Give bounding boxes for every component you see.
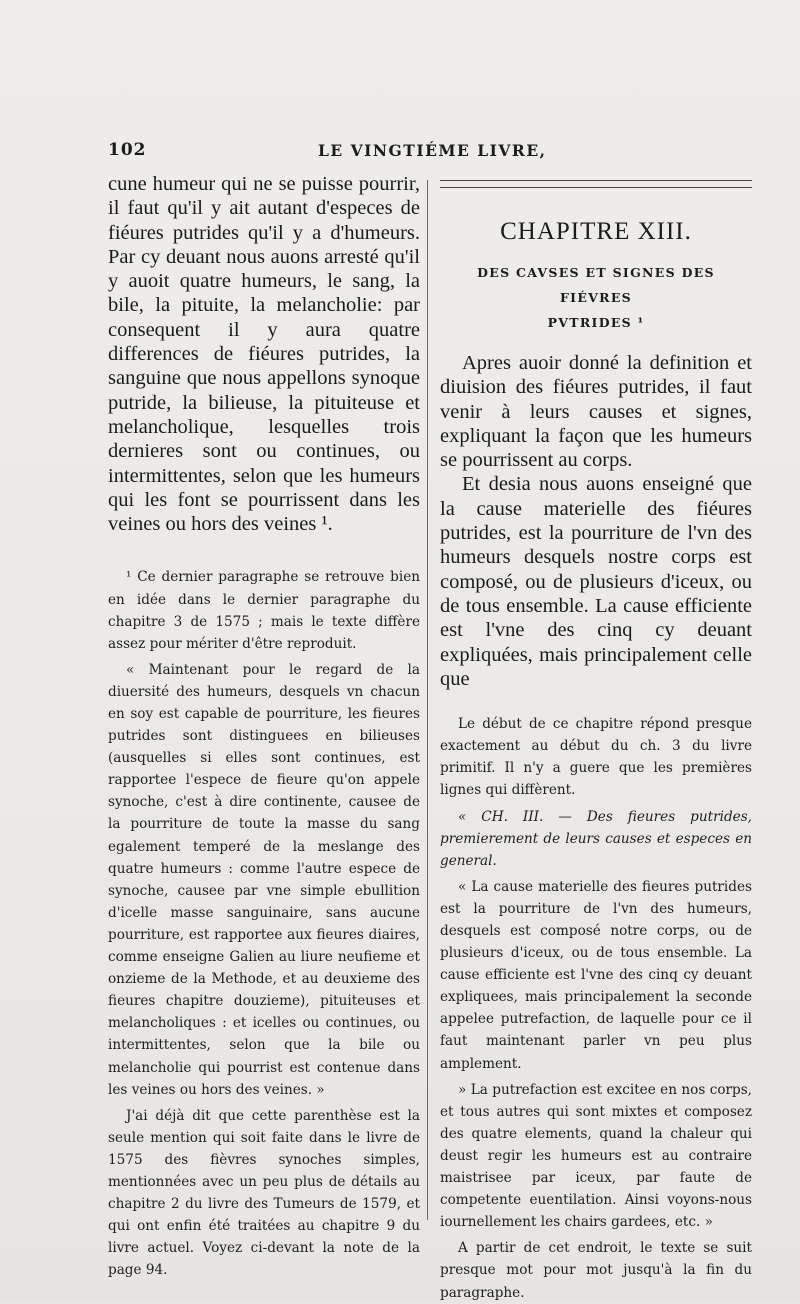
left-body-text: [108, 172, 420, 536]
left-column: [108, 172, 420, 1281]
closing-note: A partir de cet endroit, le texte se suit presque mot pour mot jusqu'à la fin du paragraphe.: [440, 1240, 752, 1301]
chapter-rule: [440, 180, 752, 188]
left-notes: [108, 566, 420, 1281]
left-body-paragraph: cune humeur qui ne se puisse pourrir, il faut qu'il y ait autant d'especes de fiéures putrides qu'il y a d'humeurs. Par cy deuant nous auons arresté qu'il y auoit quatre humeurs, le sang, la bile, la pituite, la melancholie: par consequent il y aura quatre differences de fiéures putrides, la sanguine que nous appellons synoque putride, la bilieuse, la pituiteuse et melancholique, lesquelles trois dernieres sont ou continues, ou intermittentes, selon que les humeurs qui les font se pourrissent dans les veines ou hors des veines ¹.: [108, 173, 420, 536]
right-body-paragraph-2: Et desia nous auons enseigné que la cause materielle des fiéures putrides, est la pourriture de l'vn des humeurs desquels nostre corps est composé, ou de plusieurs d'iceux, ou de tous ensemble. La cause efficiente est l'vne des cinq cy deuant expliquées, mais principalement celle que: [440, 473, 752, 690]
running-header: [108, 140, 758, 170]
right-body-paragraph-1: Apres auoir donné la definition et diuision des fiéures putrides, il faut venir à leurs causes et signes, expliquant la façon que les humeurs se pourrissent au corps.: [440, 352, 752, 472]
chapter-subtitle-line2: PVTRIDES ¹: [547, 315, 645, 330]
footnote-chapter: Le début de ce chapitre répond presque exactement au début du ch. 3 du livre primitif. Il n'y a guere que les premières lignes qui diffèrent.: [440, 716, 752, 799]
editor-note: J'ai déjà dit que cette parenthèse est la seule mention qui soit faite dans le livre de 1575 des fièvres synoches simples, mentionnées avec un peu plus de détails au chapitre 2 du livre des Tumeurs de 1579, et qui ont enfin été traitées au chapitre 9 du livre actuel. Voyez ci-devant la note de la page 94.: [108, 1107, 420, 1279]
chapter-subtitle-line1: DES CAVSES ET SIGNES DES FIÉVRES: [477, 265, 715, 305]
footnote-1: ¹ Ce dernier paragraphe se retrouve bien en idée dans le dernier paragraphe du chapitre 3 de 1575 ; mais le texte diffère assez pour mériter d'être reproduit.: [108, 569, 420, 652]
running-title: LE VINGTIÉME LIVRE,: [318, 141, 547, 160]
right-notes: [440, 713, 752, 1303]
chapter-title: CHAPITRE XIII.: [500, 218, 692, 245]
original-text-2: » La putrefaction est excitee en nos corps, et tous autres qui sont mixtes et composez des quatre elements, quand la chaleur qui deust regir les humeurs est au contraire maistrisee par iceux, par faute de competente euentilation. Ainsi voyons-nous iournellement les chairs gardees, etc. »: [440, 1081, 752, 1231]
page-number: 102: [108, 140, 147, 160]
right-body-text: [440, 351, 752, 691]
right-column: [440, 172, 752, 1304]
chapter-subtitle: [440, 260, 752, 335]
original-chapter-heading: « CH. III. — Des fieures putrides, premierement de leurs causes et especes en general.: [440, 808, 752, 869]
original-text-1: « La cause materielle des fieures putrides est la pourriture de l'vn des humeurs, desquels est composé notre corps, ou de plusieurs d'iceux, ou de tous ensemble. La cause efficiente est l'vne des cinq cy deuant expliquees, mais principalement la seconde appelee putrefaction, de laquelle pour ce il faut maintenant parler vn peu plus amplement.: [440, 878, 752, 1072]
column-divider: [427, 180, 428, 1220]
quoted-note: « Maintenant pour le regard de la diuersité des humeurs, desquels vn chacun en soy est capable de pourriture, les fieures putrides sont distinguees en bilieuses (ausquelles si elles sont continues, est rapportee l'espece de fieure qu'on appele synoche, c'est à dire continente, causee de la pourriture de toute la masse du sang egalement temperé de la meslange des quatre humeurs : comme l'autre espece de synoche, causee par vne simple ebullition d'icelle masse sanguinaire, sans aucune pourriture, est rapportee aux fieures diaires, comme enseigne Galien au liure neufieme et onzieme de la Methode, et au deuxieme des fieures chapitre douzieme), pituiteuses et melancholiques : et icelles ou continues, ou intermittentes, selon que la bile ou melancholie qui pourrist est contenue dans les veines ou hors des veines. »: [108, 661, 420, 1098]
